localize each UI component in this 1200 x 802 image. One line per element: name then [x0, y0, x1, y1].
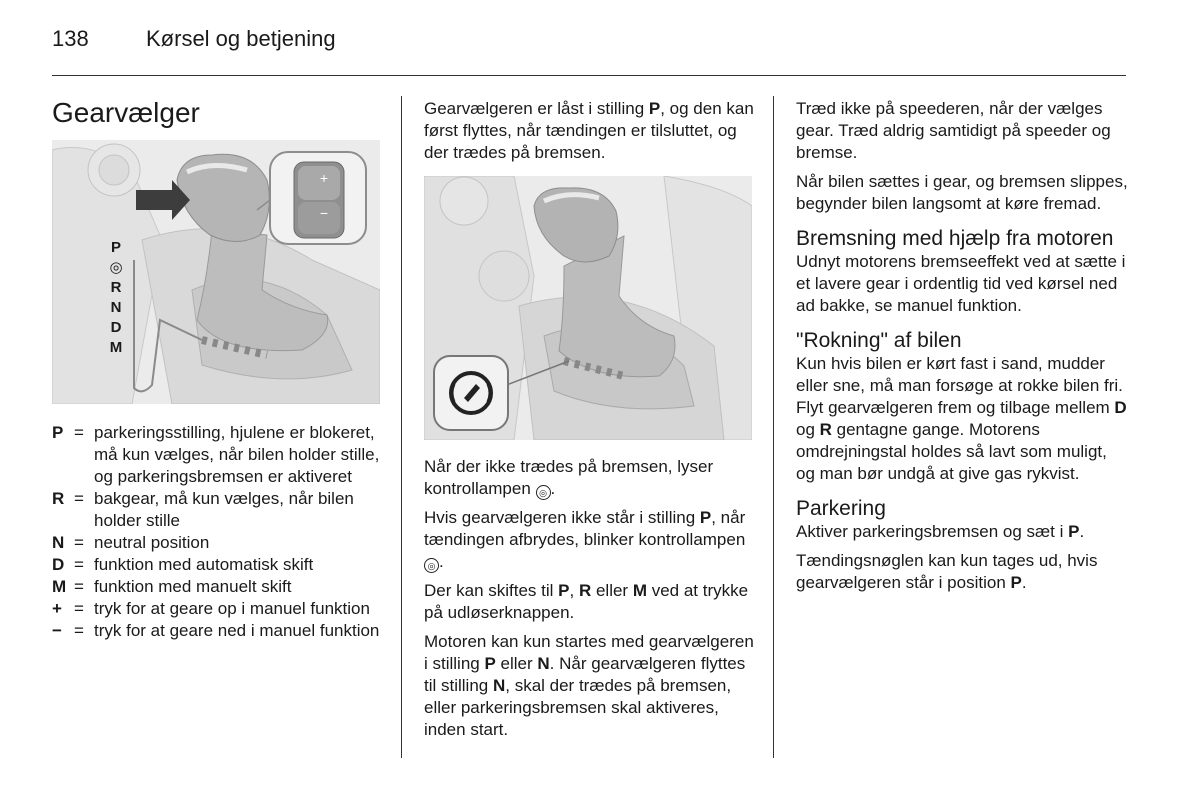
list-item: D = funktion med automatisk skift: [52, 555, 314, 574]
list-item: R = bakgear, må kun vælges, når bilen holder stille: [52, 489, 354, 530]
brake-warning-icon: ◎: [536, 485, 551, 500]
column-3: [796, 98, 1128, 594]
list-item: N = neutral position: [52, 533, 210, 552]
gear-selector-illustration: [52, 140, 380, 404]
paragraph: Når bilen sættes i gear, og bremsen slippes, begynder bilen langsomt at køre fremad.: [796, 172, 1128, 213]
running-header: [52, 26, 336, 52]
gate-letter-m: M: [109, 339, 123, 356]
list-item: M = funktion med manuelt skift: [52, 577, 292, 596]
column-divider: [401, 96, 402, 758]
paragraph: Tændingsnøglen kan kun tages ud, hvis gearvælgeren står i position P.: [796, 551, 1098, 592]
plus-button-label: +: [319, 170, 329, 186]
paragraph: Hvis gearvælgeren ikke står i stilling P, når tændingen afbrydes, blinker kontrollampen ◎ .: [424, 508, 746, 571]
section-heading: Bremsning med hjælp fra motoren: [796, 227, 1114, 250]
page-number: 138: [52, 26, 89, 51]
page-title: Gearvælger: [52, 97, 200, 128]
list-item: − = tryk for at geare ned i manuel funktion: [52, 621, 380, 640]
brake-warning-icon: ◎: [424, 558, 439, 573]
section-title: Kørsel og betjening: [146, 26, 336, 51]
paragraph: Aktiver parkeringsbremsen og sæt i P.: [796, 522, 1085, 541]
minus-button-label: −: [319, 205, 329, 221]
paragraph: Træd ikke på speederen, når der vælges gear. Træd aldrig samtidigt på speeder og bremse.: [796, 99, 1111, 162]
gate-letter-d: D: [110, 319, 122, 336]
gate-brake-symbol: ◎: [109, 259, 123, 276]
gate-letter-n: N: [110, 299, 122, 316]
gear-lever-warning-illustration: [424, 176, 752, 440]
gear-lever-drawing: [424, 176, 752, 440]
column-1: [52, 98, 382, 642]
paragraph: Udnyt motorens bremseeffekt ved at sætte i et lavere gear i ordentlig tid ved kørsel ned ad bakke, se manuel funktion.: [796, 252, 1126, 315]
column-2: [424, 98, 754, 741]
section-heading: Parkering: [796, 497, 886, 520]
gear-positions-list: [52, 422, 382, 642]
list-item: P = parkeringsstilling, hjulene er blokeret, må kun vælges, når bilen holder stille, og parkeringsbremsen er aktiveret: [52, 423, 380, 486]
paragraph: Der kan skiftes til P, R eller M ved at trykke på udløserknappen.: [424, 581, 749, 622]
section-heading: "Rokning" af bilen: [796, 329, 962, 352]
paragraph: Når der ikke trædes på bremsen, lyser kontrollampen ◎ .: [424, 457, 714, 498]
gear-gate-letters: [104, 238, 128, 358]
paragraph: Kun hvis bilen er kørt fast i sand, mudder eller sne, må man forsøge at rokke bilen fri. Flyt gearvælgeren frem og tilbage mellem D og R gentagne gange. Motorens omdrejningstal holdes så lavt som muligt, og man bør undgå at give gas rykvist.: [796, 354, 1127, 483]
column-divider: [773, 96, 774, 758]
header-rule: [52, 75, 1126, 76]
paragraph: Gearvælgeren er låst i stilling P, og den kan først flyttes, når tændingen er tilsluttet, og der trædes på bremsen.: [424, 99, 754, 162]
gate-letter-r: R: [110, 279, 122, 296]
gate-letter-p: P: [110, 239, 121, 256]
paragraph: Motoren kan kun startes med gearvælgeren i stilling P eller N. Når gearvælgeren flyttes til stilling N, skal der trædes på bremsen, eller parkeringsbremsen skal aktiveres, inden start.: [424, 632, 754, 739]
list-item: + = tryk for at geare op i manuel funktion: [52, 599, 370, 618]
